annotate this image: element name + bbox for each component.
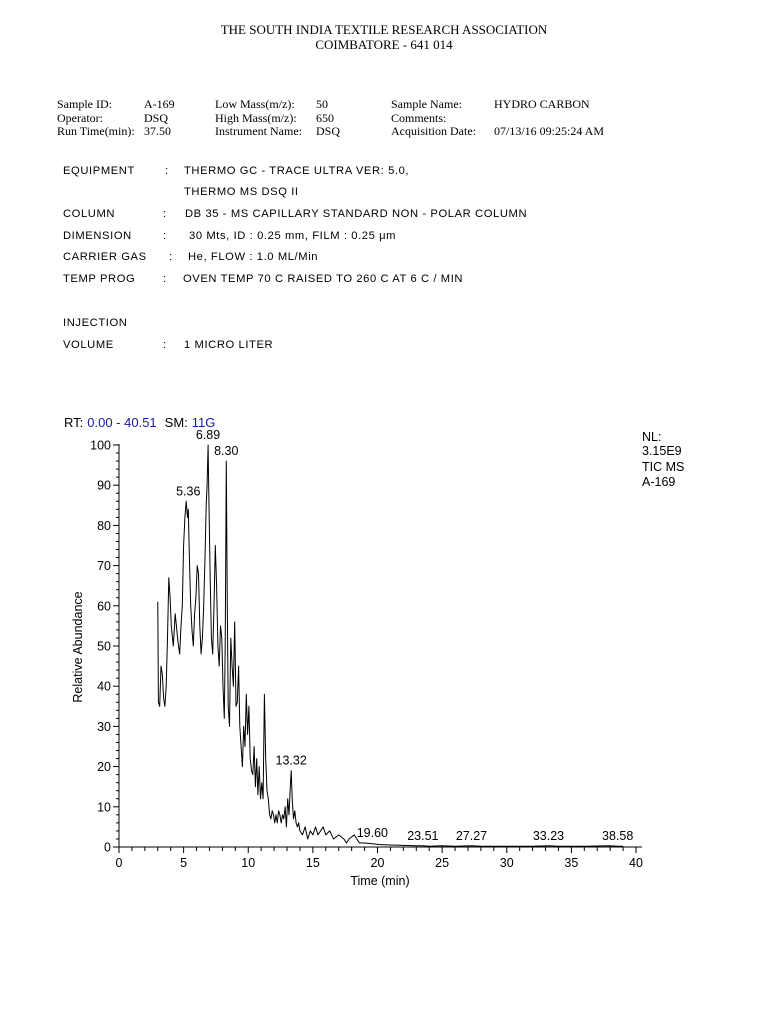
- spec-separator: :: [165, 165, 169, 177]
- spec-value: THERMO GC - TRACE ULTRA VER: 5.0,: [184, 165, 410, 177]
- peak-label: 19.60: [356, 825, 388, 840]
- meta-value: 650: [316, 110, 334, 125]
- nl-line: TIC MS: [642, 460, 685, 474]
- meta-label: High Mass(m/z):: [215, 110, 297, 125]
- meta-label: Acquisition Date:: [391, 124, 476, 138]
- spec-label: CARRIER GAS: [63, 251, 147, 263]
- peak-label: 38.58: [602, 828, 634, 843]
- x-tick-label: 15: [305, 856, 320, 870]
- meta-label: Run Time(min):: [57, 124, 135, 138]
- y-tick-label: 50: [97, 639, 111, 654]
- x-tick-label: 5: [180, 856, 188, 870]
- y-tick-label: 70: [97, 559, 111, 574]
- y-tick-label: 40: [97, 679, 111, 694]
- chart-axes: [90, 439, 643, 871]
- nl-line: 3.15E9: [642, 444, 682, 458]
- x-tick-label: 35: [564, 856, 579, 870]
- y-tick-label: 20: [97, 760, 111, 775]
- y-tick-label: 10: [97, 800, 111, 815]
- x-tick-label: 0: [115, 856, 123, 870]
- spec-label: COLUMN: [63, 208, 116, 220]
- nl-info: [642, 430, 684, 489]
- chromatogram-trace: [158, 445, 623, 846]
- y-tick-label: 0: [104, 840, 111, 855]
- y-tick-label: 30: [97, 719, 111, 734]
- spec-value: THERMO MS DSQ II: [184, 186, 299, 198]
- report-address: COIMBATORE - 641 014: [315, 37, 453, 52]
- y-tick-label: 60: [97, 599, 111, 614]
- spec-value: 1 MICRO LITER: [184, 339, 274, 351]
- x-axis-label: Time (min): [350, 874, 410, 888]
- meta-label: Operator:: [57, 110, 103, 125]
- meta-value: HYDRO CARBON: [494, 97, 590, 111]
- meta-value: 50: [316, 97, 328, 111]
- x-tick-label: 20: [370, 856, 385, 870]
- spec-separator: :: [163, 273, 167, 285]
- peak-label: 8.30: [214, 444, 239, 459]
- meta-value: DSQ: [316, 124, 341, 138]
- spec-value: OVEN TEMP 70 C RAISED TO 260 C AT 6 C / MIN: [183, 273, 464, 285]
- peak-label: 27.27: [455, 828, 488, 843]
- peak-label: 6.89: [195, 428, 221, 442]
- spec-label: VOLUME: [63, 339, 114, 351]
- report-title: THE SOUTH INDIA TEXTILE RESEARCH ASSOCIATION: [220, 22, 548, 37]
- spec-separator: :: [163, 230, 167, 242]
- x-tick-label: 30: [499, 856, 514, 870]
- nl-line: A-169: [642, 475, 676, 489]
- x-tick-label: 40: [629, 856, 643, 870]
- meta-label: Sample ID:: [57, 97, 112, 111]
- y-tick-label: 80: [97, 518, 111, 533]
- spec-label: EQUIPMENT: [63, 165, 135, 177]
- meta-label: Sample Name:: [391, 97, 462, 111]
- x-tick-label: 10: [241, 856, 256, 870]
- spec-value: DB 35 - MS CAPILLARY STANDARD NON - POLAR COLUMN: [185, 208, 528, 220]
- spec-separator: :: [169, 251, 173, 263]
- meta-label: Instrument Name:: [215, 124, 302, 138]
- y-tick-label: 90: [97, 478, 111, 493]
- spec-separator: :: [163, 339, 167, 351]
- spec-separator: :: [163, 208, 167, 220]
- meta-value: A-169: [144, 97, 175, 111]
- sm-value: 11G: [191, 415, 216, 430]
- sm-label: SM:: [164, 415, 188, 430]
- meta-value: 07/13/16 09:25:24 AM: [494, 124, 605, 138]
- chart-trace-group: [158, 445, 623, 846]
- rt-range: 0.00 - 40.51: [87, 415, 157, 430]
- spec-label: INJECTION: [63, 317, 128, 329]
- spec-value: He, FLOW : 1.0 ML/Min: [188, 251, 319, 263]
- peak-labels: [176, 428, 633, 843]
- meta-value: 37.50: [144, 124, 171, 138]
- rt-label: RT: 0.00 - 40.51 SM: 11G: [64, 415, 216, 430]
- spec-value: 30 Mts, ID : 0.25 mm, FILM : 0.25 μm: [189, 230, 397, 242]
- meta-value: DSQ: [144, 110, 169, 125]
- y-tick-label: 100: [90, 438, 111, 453]
- meta-label: Comments:: [391, 110, 447, 125]
- peak-label: 5.36: [176, 484, 201, 499]
- peak-label: 23.51: [407, 828, 439, 843]
- peak-label: 33.23: [532, 828, 565, 843]
- meta-label: Low Mass(m/z):: [215, 97, 295, 111]
- spec-label: TEMP PROG: [63, 273, 136, 285]
- nl-line: NL:: [642, 430, 662, 444]
- spec-label: DIMENSION: [63, 230, 132, 242]
- y-axis-label: Relative Abundance: [71, 591, 85, 703]
- x-tick-label: 25: [435, 856, 450, 870]
- peak-label: 13.32: [275, 753, 307, 768]
